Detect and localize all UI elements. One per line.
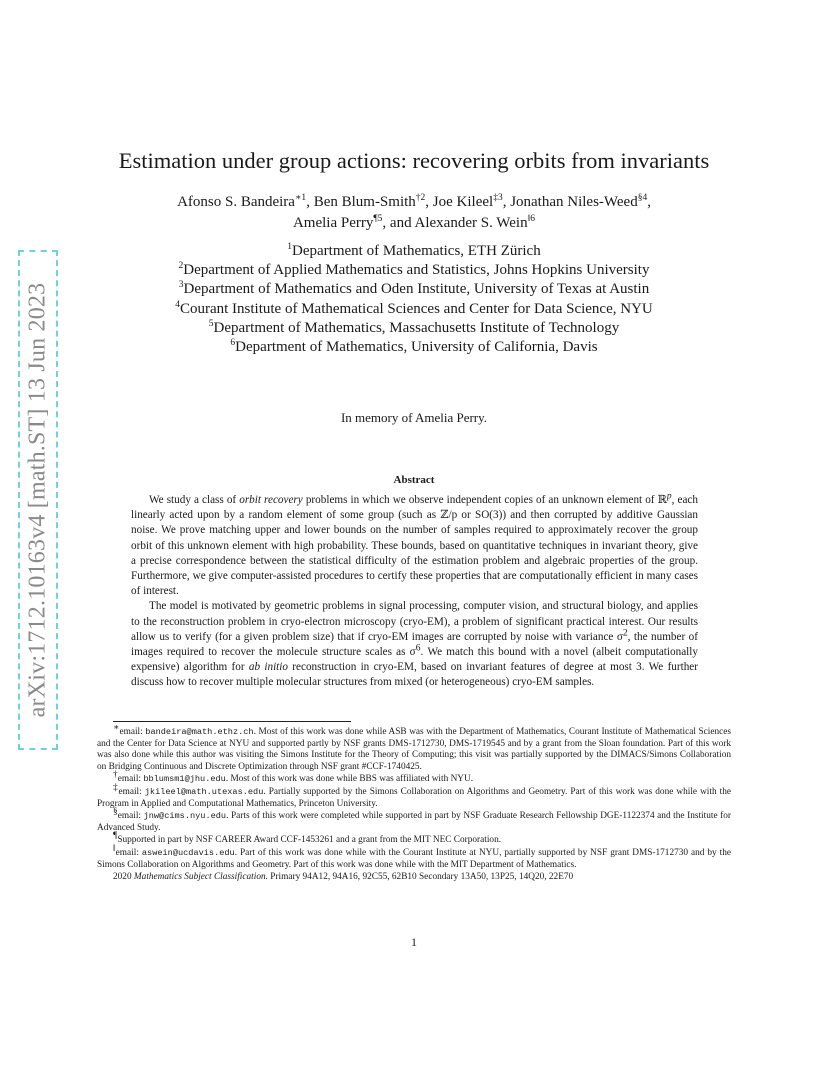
footnote-item [97, 770, 731, 786]
abstract-heading: Abstract [393, 474, 435, 486]
author-separator: , [647, 194, 651, 210]
abstract-text: We study a class of [149, 494, 240, 506]
footnote-text: . Part of this work was done while with the Courant Institute at NYU, partially supported by NSF grant DMS-1712730 and by the Simons Collaboration on Algorithms and Geometry. Part of this work was done while with the MIT Department of Mathematics. [97, 847, 731, 870]
affiliation-item [0, 280, 828, 299]
footnote-prefix: email: [117, 811, 144, 822]
author-separator: , [425, 194, 433, 210]
affiliation-item [0, 300, 828, 319]
affiliation-list [0, 242, 828, 357]
footnote-text: . Partially supported by the Simons Collaboration on Algorithms and Geometry. Part of this work was done while with the Program in Applied and Computational Mathematics, Princeton University. [97, 786, 732, 809]
msc-year: 2020 [113, 872, 132, 883]
author-list [0, 192, 828, 234]
abstract-paragraph-2 [131, 599, 698, 690]
footnote-email[interactable]: bandeira@math.ethz.ch [145, 727, 254, 737]
affiliation-number: 2 [178, 261, 184, 272]
footnote-mark: ‡ [113, 782, 119, 793]
author-name: Afonso S. Bandeira [177, 194, 295, 210]
footnote-item [97, 831, 731, 847]
footnote-item [97, 807, 732, 834]
affiliation-text: Department of Mathematics and Oden Institute, University of Texas at Austin [183, 281, 650, 298]
footnote-mark: ‖ [113, 843, 116, 854]
affiliation-text: Courant Institute of Mathematical Sciences and Center for Data Science, NYU [179, 300, 653, 317]
math-superscript: 2 [622, 628, 628, 639]
footnote-mark: § [113, 807, 118, 818]
footnote-email[interactable]: jkileel@math.utexas.edu [144, 786, 264, 797]
footnote-prefix: email: [115, 847, 142, 858]
abstract-body [131, 493, 698, 691]
abstract-text: problems in which we observe independent copies of an unknown element of ℝ [302, 494, 667, 506]
footnote-item [97, 843, 731, 871]
abstract-emphasis: ab initio [248, 661, 288, 674]
author-name: Alexander S. Wein [414, 215, 528, 231]
abstract-text: , each linearly acted upon by a random element of some group (such as ℤ/p or SO(3)) and then corrupted by additive Gaussian noise. We prove matching upper and lower bounds on the number of samples required to approximately recover the group orbit of this unknown element with high probability. These bounds, based on quantitative techniques in invariant theory, give a precise correspondence between the statistical difficulty of the estimation problem and algebraic properties of the group. Furthermore, we give computer-assisted procedures to certify these properties that are computationally efficient in many cases of interest. [131, 494, 698, 598]
author-separator: , and [382, 215, 415, 231]
affiliation-item [0, 319, 828, 338]
paper-title: Estimation under group actions: recovering orbits from invariants [118, 148, 710, 173]
affiliation-number: 6 [230, 338, 236, 349]
affiliation-text: Department of Applied Mathematics and Statistics, Johns Hopkins University [183, 262, 650, 279]
author-name: Amelia Perry [292, 215, 374, 231]
author-separator: , [502, 194, 511, 210]
footnote-text: . Most of this work was done while BBS was affiliated with NYU. [225, 774, 474, 785]
abstract-emphasis: orbit recovery [239, 494, 303, 506]
footnote-email[interactable]: bblumsm1@jhu.edu [143, 774, 226, 785]
page-number: 1 [411, 935, 417, 949]
author-mark: †2 [415, 193, 426, 203]
author-separator: , [306, 194, 314, 210]
affiliation-number: 4 [175, 299, 180, 310]
msc-label: Mathematics Subject Classification. [133, 872, 268, 883]
math-superscript: p [666, 491, 672, 502]
affiliation-text: Department of Mathematics, ETH Zürich [292, 243, 541, 259]
author-mark: ∗1 [294, 193, 307, 203]
affiliation-number: 3 [178, 280, 184, 291]
abstract-text: . We match this bound with a novel (albeit computationally expensive) algorithm for [131, 646, 698, 674]
footnote-mark: ∗ [113, 722, 120, 733]
affiliation-item [0, 261, 828, 280]
footnote-prefix: email: [118, 786, 145, 797]
affiliation-number: 5 [208, 318, 214, 329]
abstract-paragraph-1 [131, 493, 698, 599]
author-mark: ‡3 [493, 193, 503, 203]
abstract-text: reconstruction in cryo-EM, based on invariant features of degree at most 3. We further discuss how to recover multiple molecular structures from mixed (or heterogeneous) cryo-EM samples. [131, 661, 699, 689]
msc-classification [97, 872, 731, 884]
affiliation-item [0, 338, 828, 357]
author-mark: ‖6 [527, 214, 536, 224]
abstract-text: The model is motivated by geometric problems in signal processing, computer vision, and structural biology, and applies to the reconstruction problem in cryo-electron microscopy (cryo-EM), a problem of significant practical interest. Our results allow us to verify (for a given problem size) that if cryo-EM images are corrupted by noise with variance σ [131, 600, 698, 643]
author-line-2 [0, 213, 828, 234]
footnote-prefix: email: [119, 727, 146, 737]
footnote-email[interactable]: aswein@ucdavis.edu [141, 847, 235, 858]
affiliation-item [0, 242, 828, 261]
author-mark: ¶5 [373, 214, 383, 224]
msc-codes: Primary 94A12, 94A16, 92C55, 62B10 Secondary 13A50, 13P25, 14Q20, 22E70 [270, 872, 574, 883]
footnote-item [97, 722, 731, 773]
footnote-text: . Parts of this work were completed while supported in part by NSF Graduate Research Fellowship DGE-1122374 and the Institute for Advanced Study. [97, 811, 732, 833]
author-line-1 [0, 192, 828, 213]
footnote-text: Supported in part by NSF CAREER Award CCF-1453261 and a grant from the MIT NEC Corporation. [117, 835, 502, 846]
footnote-text: . Most of this work was done while ASB was with the Department of Mathematics, Courant Institute of Mathematical Sciences and the Center for Data Science at NYU and supported partly by NSF grants DMS-1712730, DMS-1719545 and by a grant from the Sloan foundation. Part of this work was also done while this author was visiting the Simons Institute for the Theory of Computing; this visit was partially supported by the DIMACS/Simons Collaboration on Bridging Continuous and Discrete Optimization through NSF grant #CCF-1740425. [97, 727, 731, 772]
math-superscript: 6 [415, 643, 421, 654]
footnote-prefix: email: [117, 774, 144, 785]
affiliation-number: 1 [287, 242, 293, 252]
affiliation-text: Department of Mathematics, University of California, Davis [235, 339, 598, 356]
author-name: Ben Blum-Smith [313, 194, 416, 210]
arxiv-identifier: arXiv:1712.10163v4 [math.ST] 13 Jun 2023 [24, 282, 51, 718]
footnotes [97, 722, 732, 885]
author-name: Joe Kileel [432, 194, 494, 210]
footnote-email[interactable]: jnw@cims.nyu.edu [143, 811, 227, 822]
author-name: Jonathan Niles-Weed [510, 194, 638, 210]
abstract-text: , the number of images required to recover the molecule structure scales as σ [131, 630, 698, 659]
footnote-divider [113, 721, 351, 722]
footnote-mark: † [113, 770, 118, 781]
dedication: In memory of Amelia Perry. [340, 410, 488, 425]
footnote-item [97, 782, 732, 810]
footnote-mark: ¶ [113, 831, 118, 842]
author-mark: §4 [637, 193, 648, 203]
affiliation-text: Department of Mathematics, Massachusetts Institute of Technology [213, 319, 620, 336]
